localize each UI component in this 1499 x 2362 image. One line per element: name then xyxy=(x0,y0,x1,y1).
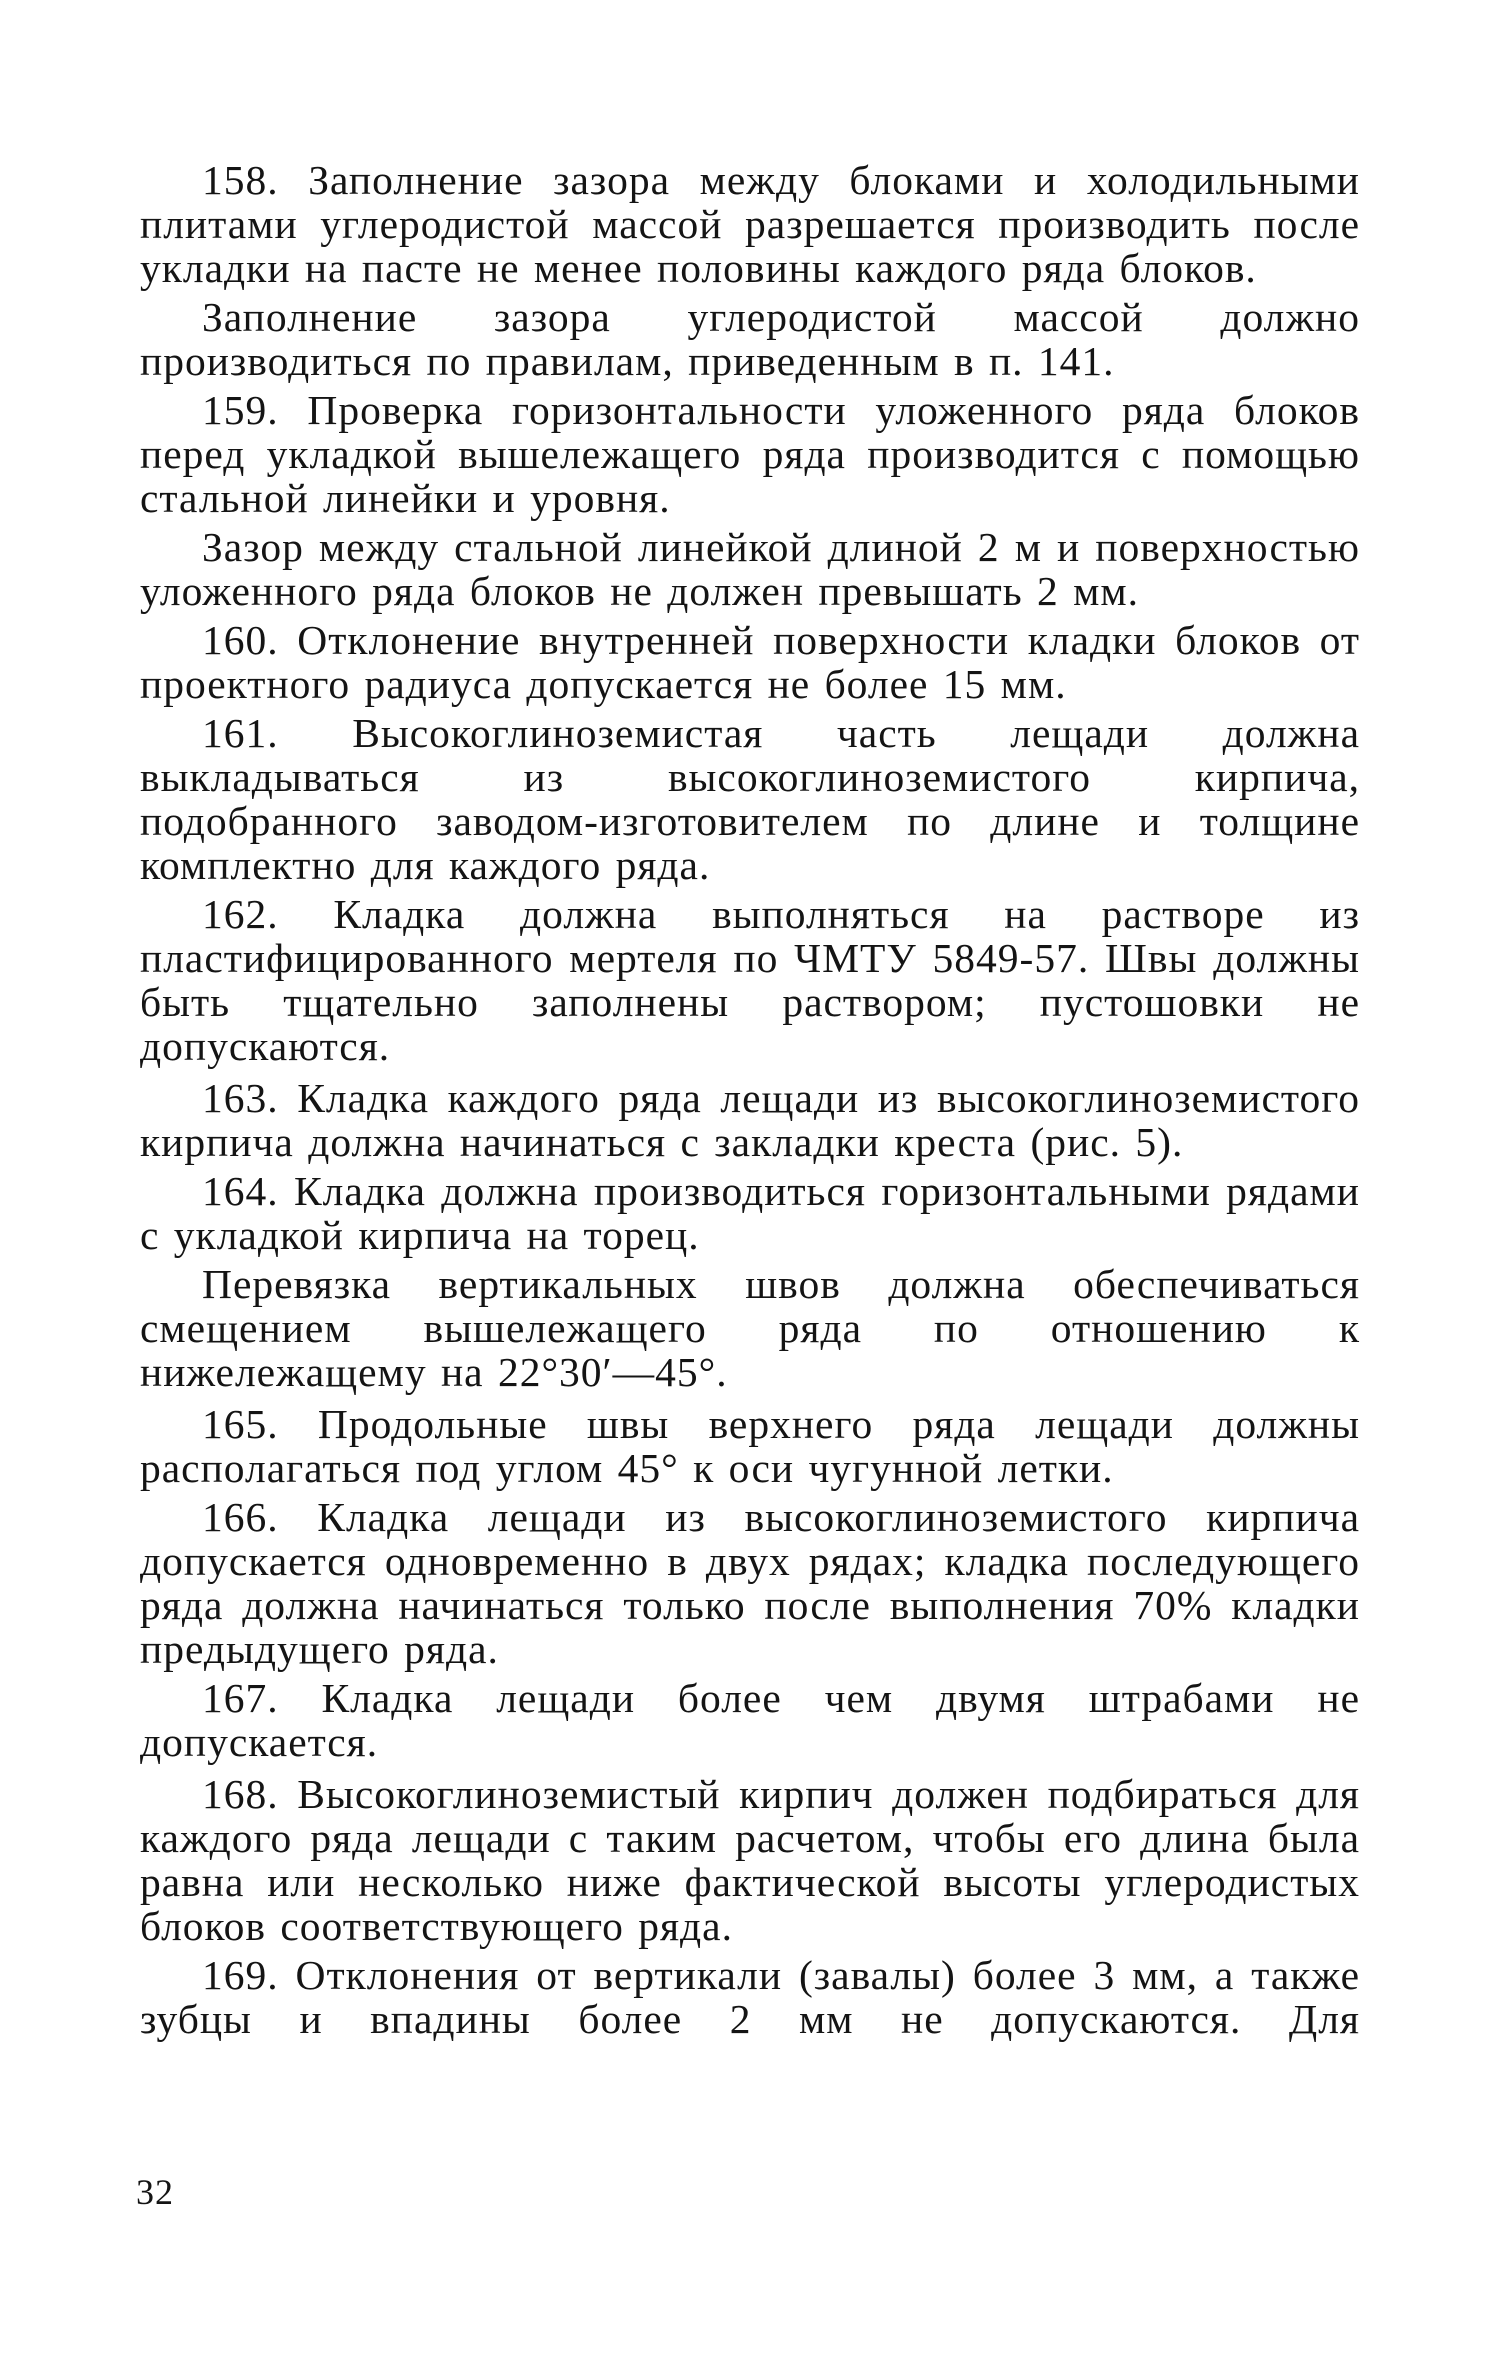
paragraph-168: 168. Высокоглиноземистый кирпич должен подбираться для каждого ряда лещади с таким расчетом, чтобы его длина была равна или несколько ниже фактической высоты углеродистых блоков соответствующего ряда. xyxy=(140,1771,1360,1949)
paragraph-164-continued: Перевязка вертикальных швов должна обеспечиваться смещением вышележащего ряда по отношению к нижележащему на 22°30′—45°. xyxy=(140,1261,1360,1395)
paragraph-158: 158. Заполнение зазора между блоками и холодильными плитами углеродистой массой разрешается производить после укладки на пасте не менее половины каждого ряда блоков. xyxy=(140,157,1360,291)
paragraph-169: 169. Отклонения от вертикали (завалы) более 3 мм, а также зубцы и впадины более 2 мм не допускаются. Для xyxy=(140,1952,1360,2042)
paragraph-165: 165. Продольные швы верхнего ряда лещади должны располагаться под углом 45° к оси чугунной летки. xyxy=(140,1401,1360,1491)
paragraph-167: 167. Кладка лещади более чем двумя штрабами не допускается. xyxy=(140,1675,1360,1765)
paragraph-163: 163. Кладка каждого ряда лещади из высокоглиноземистого кирпича должна начинаться с закладки креста (рис. 5). xyxy=(140,1075,1360,1165)
page-number: 32 xyxy=(136,2172,174,2212)
body-text xyxy=(140,158,1360,2041)
paragraph-161: 161. Высокоглиноземистая часть лещади должна выкладываться из высокоглиноземистого кирпича, подобранного заводом-изготовителем по длине и толщине комплектно для каждого ряда. xyxy=(140,710,1360,888)
paragraph-166: 166. Кладка лещади из высокоглиноземистого кирпича допускается одновременно в двух рядах; кладка последующего ряда должна начинаться только после выполнения 70% кладки предыдущего ряда. xyxy=(140,1494,1360,1672)
paragraph-159-continued: Зазор между стальной линейкой длиной 2 м и поверхностью уложенного ряда блоков не должен превышать 2 мм. xyxy=(140,524,1360,614)
paragraph-164: 164. Кладка должна производиться горизонтальными рядами с укладкой кирпича на торец. xyxy=(140,1168,1360,1258)
paragraph-159: 159. Проверка горизонтальности уложенного ряда блоков перед укладкой вышележащего ряда производится с помощью стальной линейки и уровня. xyxy=(140,387,1360,521)
paragraph-160: 160. Отклонение внутренней поверхности кладки блоков от проектного радиуса допускается не более 15 мм. xyxy=(140,617,1360,707)
paragraph-158-continued: Заполнение зазора углеродистой массой должно производиться по правилам, приведенным в п. 141. xyxy=(140,294,1360,384)
paragraph-162: 162. Кладка должна выполняться на растворе из пластифицированного мертеля по ЧМТУ 5849-57. Швы должны быть тщательно заполнены раствором; пустошовки не допускаются. xyxy=(140,891,1360,1069)
